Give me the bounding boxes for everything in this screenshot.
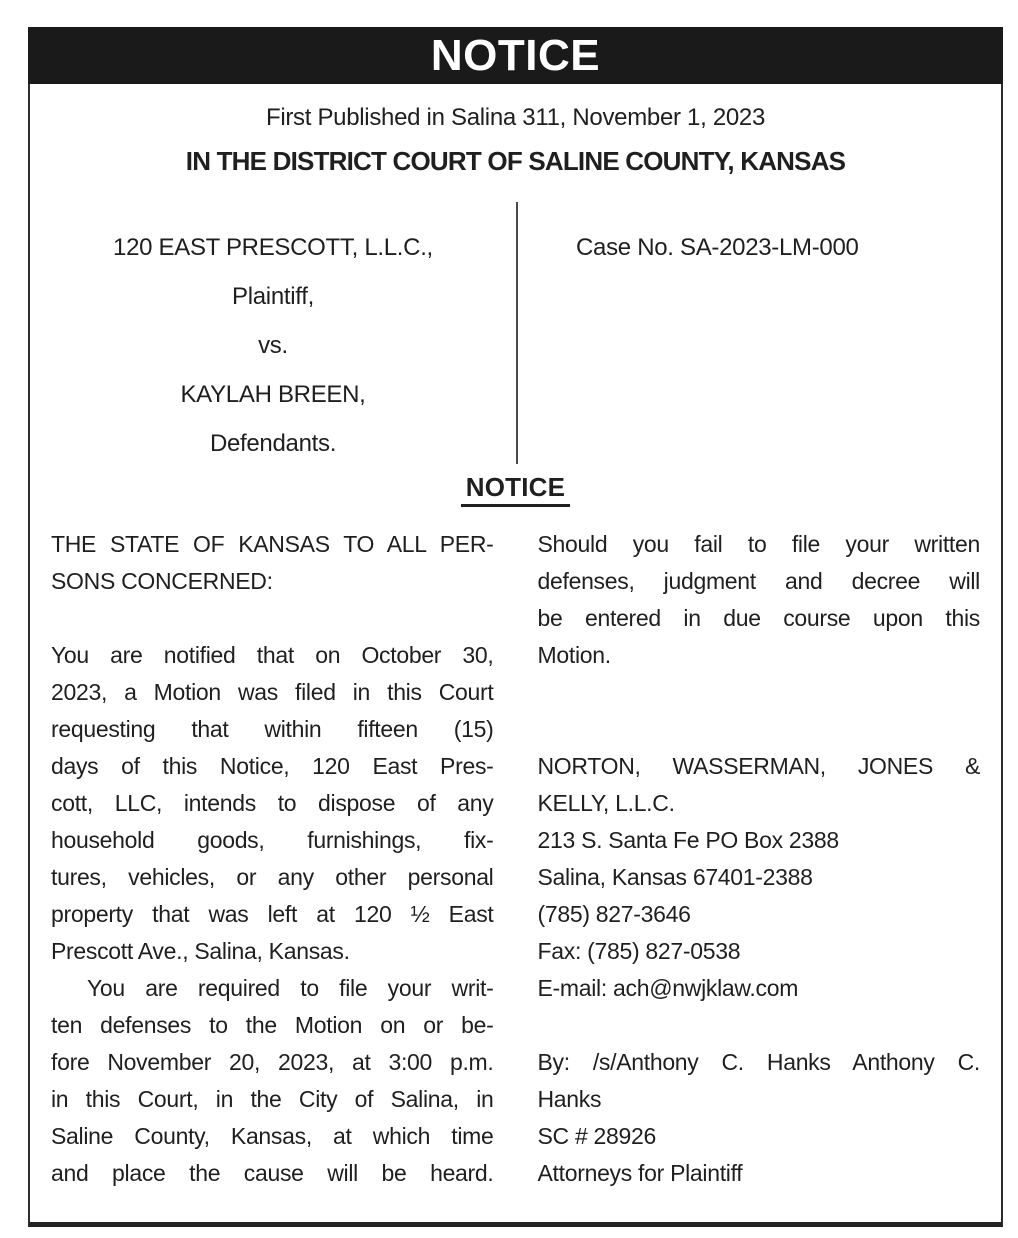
body-line: Attorneys for Plaintiff — [537, 1160, 743, 1186]
first-published-line: First Published in Salina 311, November 1, 2023 — [265, 104, 766, 131]
body-line: NORTON, WASSERMAN, JONES & — [537, 753, 980, 779]
body-column-right — [538, 526, 981, 1192]
case-number-area — [516, 223, 1001, 468]
body-line: ten defenses to the Motion on or be- — [51, 1012, 494, 1038]
body-line: Salina, Kansas 67401-2388 — [537, 864, 813, 890]
body-line: SONS CONCERNED: — [51, 568, 273, 594]
body-line — [51, 600, 494, 637]
body-line: 2023, a Motion was filed in this Court — [51, 679, 494, 705]
caption-line: Defendants. — [209, 430, 337, 457]
body-line: Hanks — [537, 1086, 602, 1112]
body-line — [538, 674, 981, 711]
case-caption — [30, 223, 1001, 468]
body-column-left — [51, 526, 494, 1192]
notice-body — [30, 526, 1001, 1192]
body-line: THE STATE OF KANSAS TO ALL PER- — [51, 531, 494, 557]
body-line: Fax: (785) 827-0538 — [537, 938, 741, 964]
banner-title: NOTICE — [430, 30, 601, 80]
caption-line: vs. — [258, 332, 288, 359]
body-line: cott, LLC, intends to dispose of any — [51, 790, 494, 816]
body-line — [538, 711, 981, 748]
body-line: 213 S. Santa Fe PO Box 2388 — [537, 827, 839, 853]
notice-heading — [30, 472, 1001, 506]
notice-heading-text: NOTICE — [461, 472, 570, 507]
body-line: E-mail: ach@nwjklaw.com — [537, 975, 799, 1001]
notice-frame — [28, 27, 1003, 1227]
body-line: By: /s/Anthony C. Hanks Anthony C. — [537, 1049, 980, 1075]
caption-line: KAYLAH BREEN, — [180, 381, 366, 408]
court-title: IN THE DISTRICT COURT OF SALINE COUNTY, KANSAS — [185, 146, 846, 176]
body-line: Should you fail to file your written — [537, 531, 980, 557]
body-line: SC # 28926 — [537, 1123, 656, 1149]
body-line: Saline County, Kansas, at which time — [51, 1123, 494, 1149]
body-line: Prescott Ave., Salina, Kansas. — [51, 938, 350, 964]
body-line: You are required to file your writ- — [87, 975, 494, 1001]
body-line: household goods, furnishings, fix- — [51, 827, 494, 853]
body-line: requesting that within fifteen (15) — [51, 716, 494, 742]
body-line: fore November 20, 2023, at 3:00 p.m. — [51, 1049, 494, 1075]
body-line: be entered in due course upon this — [537, 605, 980, 631]
body-line: in this Court, in the City of Salina, in — [51, 1086, 494, 1112]
body-line: (785) 827-3646 — [537, 901, 691, 927]
body-line: and place the cause will be heard. — [51, 1160, 494, 1186]
body-line — [538, 1007, 981, 1044]
body-line: You are notified that on October 30, — [51, 642, 494, 668]
body-line: KELLY, L.L.C. — [537, 790, 675, 816]
caption-divider — [516, 202, 518, 464]
case-number: Case No. SA-2023-LM-000 — [576, 234, 859, 261]
body-line: days of this Notice, 120 East Pres- — [51, 753, 494, 779]
party-caption — [30, 223, 516, 468]
caption-line: Plaintiff, — [232, 283, 314, 310]
body-line: Motion. — [537, 642, 611, 668]
body-line: defenses, judgment and decree will — [537, 568, 980, 594]
caption-line: 120 EAST PRESCOTT, L.L.C., — [113, 234, 433, 261]
notice-banner — [28, 27, 1003, 84]
body-line: property that was left at 120 ½ East — [51, 901, 494, 927]
body-line: tures, vehicles, or any other personal — [51, 864, 494, 890]
